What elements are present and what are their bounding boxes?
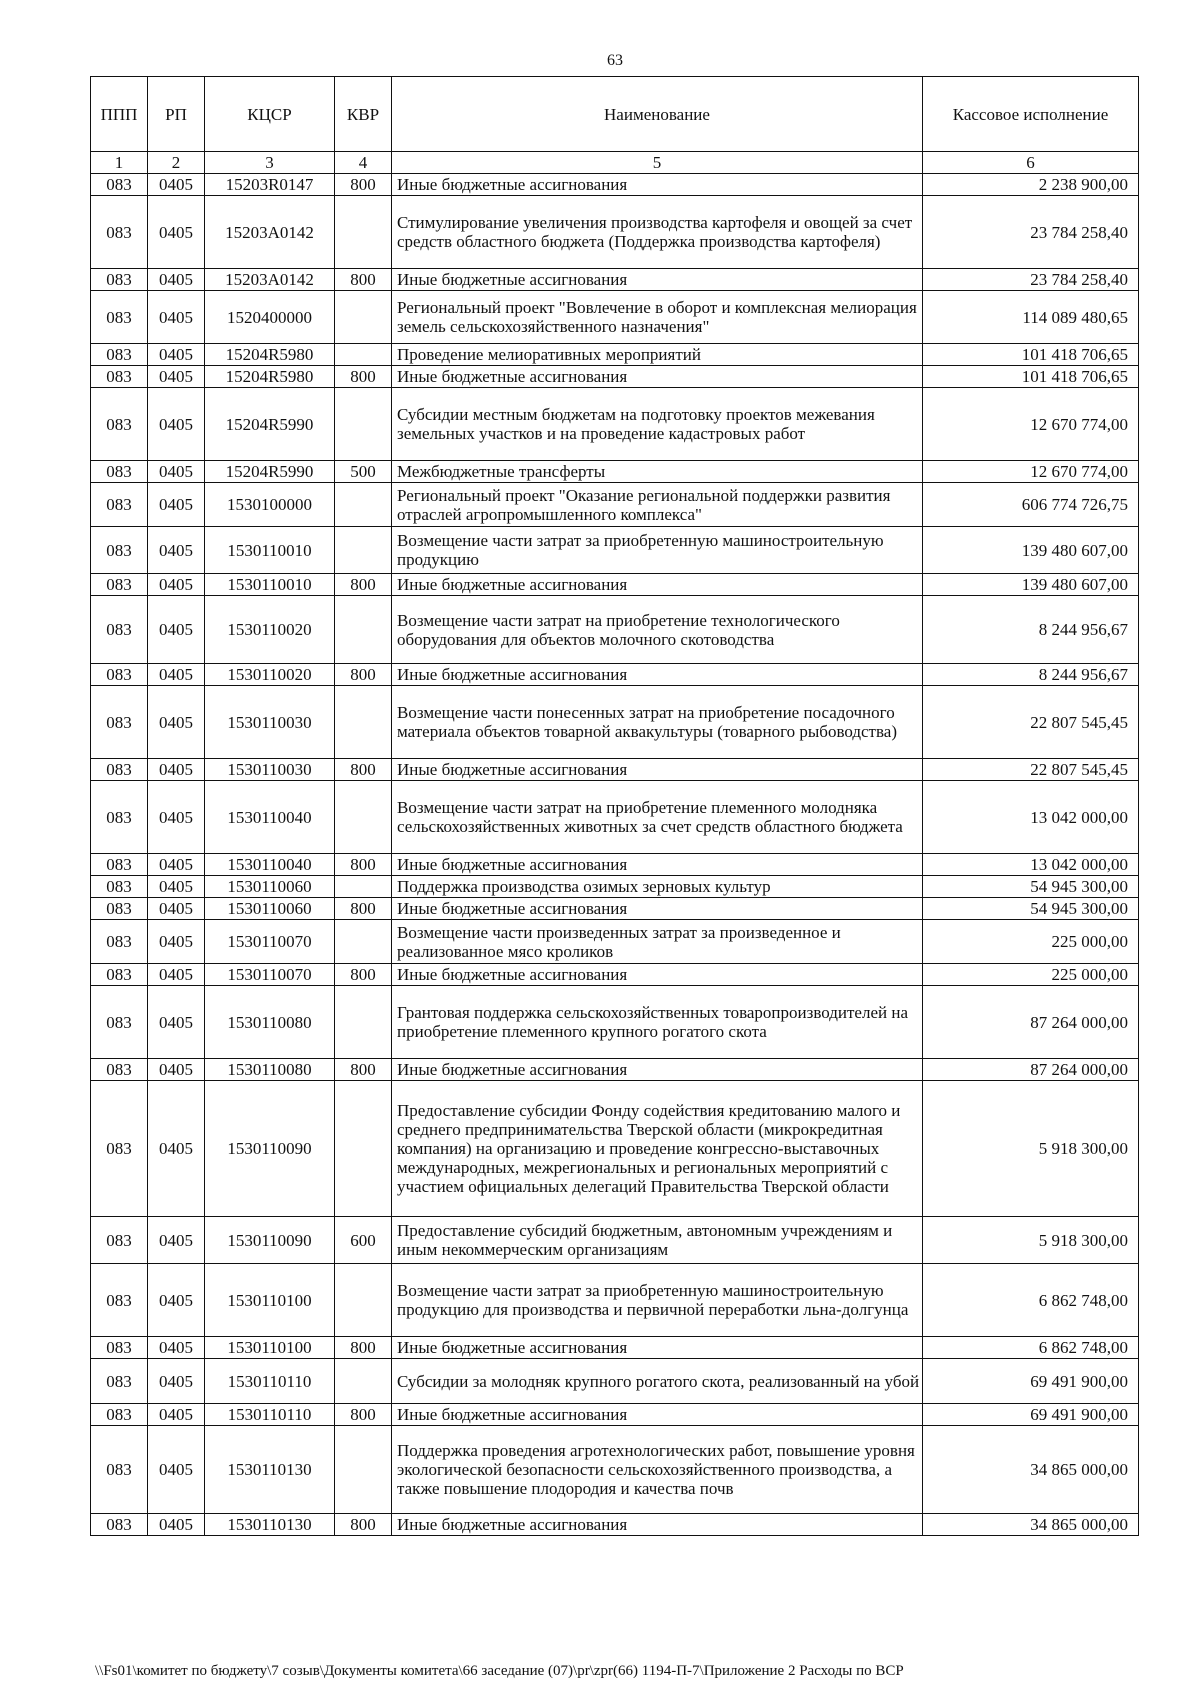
cell-ppp: 083 (91, 269, 148, 291)
cell-kcsr: 1530110100 (205, 1264, 335, 1337)
cell-amount: 5 918 300,00 (923, 1081, 1139, 1217)
cell-amount: 5 918 300,00 (923, 1217, 1139, 1264)
column-number: 2 (148, 152, 205, 174)
column-number-row (91, 152, 1139, 174)
cell-kcsr: 1530110070 (205, 920, 335, 964)
cell-kcsr: 15204R5990 (205, 461, 335, 483)
cell-kvr (335, 344, 392, 366)
cell-kvr (335, 291, 392, 344)
cell-kvr: 800 (335, 854, 392, 876)
cell-rp: 0405 (148, 920, 205, 964)
table-row (91, 876, 1139, 898)
table-row (91, 291, 1139, 344)
cell-kvr (335, 527, 392, 574)
header-kvr: КВР (335, 77, 392, 152)
cell-amount: 12 670 774,00 (923, 461, 1139, 483)
cell-kvr: 800 (335, 898, 392, 920)
cell-name: Иные бюджетные ассигнования (392, 1059, 923, 1081)
column-number: 5 (392, 152, 923, 174)
cell-kcsr: 1530110070 (205, 964, 335, 986)
table-row (91, 461, 1139, 483)
cell-kvr: 800 (335, 1514, 392, 1536)
cell-ppp: 083 (91, 854, 148, 876)
cell-ppp: 083 (91, 1404, 148, 1426)
cell-rp: 0405 (148, 388, 205, 461)
cell-kvr: 800 (335, 1404, 392, 1426)
cell-amount: 87 264 000,00 (923, 1059, 1139, 1081)
table-row (91, 527, 1139, 574)
table-row (91, 196, 1139, 269)
cell-rp: 0405 (148, 174, 205, 196)
cell-kcsr: 1530110090 (205, 1217, 335, 1264)
cell-ppp: 083 (91, 527, 148, 574)
cell-kcsr: 15204R5990 (205, 388, 335, 461)
cell-kcsr: 1530110060 (205, 876, 335, 898)
cell-amount: 139 480 607,00 (923, 574, 1139, 596)
header-rp: РП (148, 77, 205, 152)
cell-kvr: 800 (335, 366, 392, 388)
cell-rp: 0405 (148, 898, 205, 920)
table-row (91, 664, 1139, 686)
cell-ppp: 083 (91, 686, 148, 759)
cell-name: Возмещение части затрат на приобретение технологического оборудования для объектов молочного скотоводства (392, 596, 923, 664)
cell-ppp: 083 (91, 596, 148, 664)
cell-name: Возмещение части затрат на приобретение племенного молодняка сельскохозяйственных животных за счет средств областного бюджета (392, 781, 923, 854)
table-row (91, 1264, 1139, 1337)
table-row (91, 964, 1139, 986)
cell-rp: 0405 (148, 1217, 205, 1264)
cell-name: Иные бюджетные ассигнования (392, 574, 923, 596)
cell-name: Иные бюджетные ассигнования (392, 174, 923, 196)
cell-kvr (335, 781, 392, 854)
cell-name: Иные бюджетные ассигнования (392, 898, 923, 920)
cell-kvr (335, 1081, 392, 1217)
cell-ppp: 083 (91, 876, 148, 898)
cell-ppp: 083 (91, 1359, 148, 1404)
cell-name: Стимулирование увеличения производства картофеля и овощей за счет средств областного бюджета (Поддержка производства картофеля) (392, 196, 923, 269)
cell-rp: 0405 (148, 1426, 205, 1514)
cell-kcsr: 15204R5980 (205, 344, 335, 366)
cell-kvr: 800 (335, 759, 392, 781)
cell-name: Иные бюджетные ассигнования (392, 664, 923, 686)
cell-name: Возмещение части понесенных затрат на приобретение посадочного материала объектов товарной аквакультуры (товарного рыбоводства) (392, 686, 923, 759)
cell-name: Поддержка проведения агротехнологических работ, повышение уровня экологической безопасности сельскохозяйственного производства, а также повышение плодородия и качества почв (392, 1426, 923, 1514)
cell-rp: 0405 (148, 344, 205, 366)
cell-name: Иные бюджетные ассигнования (392, 1514, 923, 1536)
cell-amount: 114 089 480,65 (923, 291, 1139, 344)
cell-name: Иные бюджетные ассигнования (392, 759, 923, 781)
table-row (91, 898, 1139, 920)
cell-name: Межбюджетные трансферты (392, 461, 923, 483)
cell-name: Иные бюджетные ассигнования (392, 366, 923, 388)
cell-ppp: 083 (91, 1426, 148, 1514)
cell-amount: 22 807 545,45 (923, 759, 1139, 781)
cell-amount: 225 000,00 (923, 964, 1139, 986)
cell-amount: 54 945 300,00 (923, 876, 1139, 898)
cell-amount: 606 774 726,75 (923, 483, 1139, 527)
cell-kcsr: 1530110040 (205, 781, 335, 854)
cell-amount: 8 244 956,67 (923, 596, 1139, 664)
cell-kcsr: 15203A0142 (205, 269, 335, 291)
header-amount: Кассовое исполнение (923, 77, 1139, 152)
cell-rp: 0405 (148, 461, 205, 483)
cell-kvr (335, 1359, 392, 1404)
cell-amount: 23 784 258,40 (923, 196, 1139, 269)
header-kcsr: КЦСР (205, 77, 335, 152)
cell-name: Иные бюджетные ассигнования (392, 854, 923, 876)
cell-ppp: 083 (91, 898, 148, 920)
table-row (91, 574, 1139, 596)
cell-ppp: 083 (91, 196, 148, 269)
cell-amount: 101 418 706,65 (923, 366, 1139, 388)
cell-amount: 87 264 000,00 (923, 986, 1139, 1059)
cell-rp: 0405 (148, 574, 205, 596)
cell-kvr: 600 (335, 1217, 392, 1264)
cell-name: Иные бюджетные ассигнования (392, 269, 923, 291)
cell-name: Иные бюджетные ассигнования (392, 1404, 923, 1426)
cell-ppp: 083 (91, 781, 148, 854)
table-row (91, 854, 1139, 876)
cell-rp: 0405 (148, 527, 205, 574)
cell-kvr: 800 (335, 1059, 392, 1081)
table-row (91, 1059, 1139, 1081)
cell-name: Региональный проект "Оказание региональной поддержки развития отраслей агропромышленного комплекса" (392, 483, 923, 527)
cell-ppp: 083 (91, 1264, 148, 1337)
cell-kcsr: 1530110080 (205, 986, 335, 1059)
cell-kcsr: 1530110020 (205, 596, 335, 664)
cell-kcsr: 1520400000 (205, 291, 335, 344)
table-row (91, 986, 1139, 1059)
cell-rp: 0405 (148, 854, 205, 876)
cell-kvr (335, 388, 392, 461)
cell-rp: 0405 (148, 759, 205, 781)
table-row (91, 269, 1139, 291)
cell-name: Возмещение части произведенных затрат за произведенное и реализованное мясо кроликов (392, 920, 923, 964)
cell-kvr: 800 (335, 269, 392, 291)
cell-rp: 0405 (148, 986, 205, 1059)
cell-amount: 6 862 748,00 (923, 1337, 1139, 1359)
table-row (91, 344, 1139, 366)
table-row (91, 1514, 1139, 1536)
cell-rp: 0405 (148, 1059, 205, 1081)
cell-ppp: 083 (91, 483, 148, 527)
table-row (91, 686, 1139, 759)
cell-ppp: 083 (91, 759, 148, 781)
cell-ppp: 083 (91, 1081, 148, 1217)
table-row (91, 1404, 1139, 1426)
cell-kvr: 800 (335, 574, 392, 596)
table-row (91, 596, 1139, 664)
cell-kvr: 800 (335, 174, 392, 196)
cell-kcsr: 1530110030 (205, 759, 335, 781)
cell-kcsr: 1530110090 (205, 1081, 335, 1217)
cell-amount: 34 865 000,00 (923, 1426, 1139, 1514)
cell-name: Региональный проект "Вовлечение в оборот и комплексная мелиорация земель сельскохозяйственного назначения" (392, 291, 923, 344)
cell-amount: 54 945 300,00 (923, 898, 1139, 920)
cell-ppp: 083 (91, 1059, 148, 1081)
cell-rp: 0405 (148, 1404, 205, 1426)
cell-rp: 0405 (148, 964, 205, 986)
table-row (91, 1426, 1139, 1514)
cell-kvr (335, 483, 392, 527)
cell-ppp: 083 (91, 388, 148, 461)
cell-name: Предоставление субсидии Фонду содействия кредитованию малого и среднего предпринимательства Тверской области (микрокредитная компания) на организацию и проведение конгрессно-выставочных международных, межрегиональных и региональных мероприятий с участием официальных делегаций Правительства Тверской области (392, 1081, 923, 1217)
cell-amount: 69 491 900,00 (923, 1404, 1139, 1426)
cell-rp: 0405 (148, 196, 205, 269)
cell-name: Иные бюджетные ассигнования (392, 1337, 923, 1359)
cell-kvr (335, 920, 392, 964)
table-row (91, 388, 1139, 461)
cell-rp: 0405 (148, 269, 205, 291)
budget-table (90, 76, 1139, 1536)
cell-kcsr: 1530110040 (205, 854, 335, 876)
cell-rp: 0405 (148, 366, 205, 388)
column-number: 6 (923, 152, 1139, 174)
cell-kcsr: 1530110010 (205, 527, 335, 574)
cell-kcsr: 1530110130 (205, 1426, 335, 1514)
table-row (91, 1217, 1139, 1264)
table-row (91, 920, 1139, 964)
header-ppp: ППП (91, 77, 148, 152)
column-number: 4 (335, 152, 392, 174)
cell-ppp: 083 (91, 1514, 148, 1536)
cell-amount: 8 244 956,67 (923, 664, 1139, 686)
cell-name: Грантовая поддержка сельскохозяйственных товаропроизводителей на приобретение племенного крупного рогатого скота (392, 986, 923, 1059)
cell-kvr (335, 1426, 392, 1514)
table-row (91, 781, 1139, 854)
cell-rp: 0405 (148, 876, 205, 898)
cell-name: Иные бюджетные ассигнования (392, 964, 923, 986)
column-number: 3 (205, 152, 335, 174)
table-row (91, 174, 1139, 196)
cell-kvr (335, 986, 392, 1059)
table-body (91, 174, 1139, 1536)
cell-ppp: 083 (91, 1337, 148, 1359)
cell-kvr (335, 1264, 392, 1337)
header-name: Наименование (392, 77, 923, 152)
cell-kcsr: 1530100000 (205, 483, 335, 527)
cell-ppp: 083 (91, 1217, 148, 1264)
table-row (91, 1359, 1139, 1404)
cell-amount: 2 238 900,00 (923, 174, 1139, 196)
cell-kcsr: 1530110060 (205, 898, 335, 920)
cell-rp: 0405 (148, 664, 205, 686)
column-number: 1 (91, 152, 148, 174)
cell-name: Субсидии за молодняк крупного рогатого скота, реализованный на убой (392, 1359, 923, 1404)
cell-name: Возмещение части затрат за приобретенную машиностроительную продукцию (392, 527, 923, 574)
cell-kcsr: 15204R5980 (205, 366, 335, 388)
cell-ppp: 083 (91, 461, 148, 483)
cell-kcsr: 15203R0147 (205, 174, 335, 196)
cell-kvr (335, 596, 392, 664)
cell-ppp: 083 (91, 291, 148, 344)
cell-kcsr: 15203A0142 (205, 196, 335, 269)
page-number: 63 (607, 52, 623, 69)
cell-kvr: 800 (335, 1337, 392, 1359)
cell-kvr: 500 (335, 461, 392, 483)
cell-amount: 22 807 545,45 (923, 686, 1139, 759)
cell-kcsr: 1530110110 (205, 1359, 335, 1404)
table-row (91, 366, 1139, 388)
cell-rp: 0405 (148, 1264, 205, 1337)
cell-rp: 0405 (148, 1514, 205, 1536)
footer-file-path: \\Fs01\комитет по бюджету\7 созыв\Документы комитета\66 заседание (07)\pr\zpr(66) 1194-П-7\Приложение 2 Расходы по ВСР (95, 1663, 904, 1679)
cell-amount: 13 042 000,00 (923, 781, 1139, 854)
cell-kcsr: 1530110010 (205, 574, 335, 596)
cell-rp: 0405 (148, 1359, 205, 1404)
cell-ppp: 083 (91, 986, 148, 1059)
cell-rp: 0405 (148, 1337, 205, 1359)
cell-kcsr: 1530110030 (205, 686, 335, 759)
cell-kvr (335, 686, 392, 759)
cell-kvr (335, 876, 392, 898)
cell-amount: 13 042 000,00 (923, 854, 1139, 876)
cell-ppp: 083 (91, 664, 148, 686)
table-header-row (91, 77, 1139, 152)
cell-kvr (335, 196, 392, 269)
cell-rp: 0405 (148, 291, 205, 344)
cell-ppp: 083 (91, 964, 148, 986)
cell-kvr: 800 (335, 664, 392, 686)
cell-amount: 12 670 774,00 (923, 388, 1139, 461)
table-row (91, 759, 1139, 781)
cell-kcsr: 1530110020 (205, 664, 335, 686)
cell-name: Проведение мелиоративных мероприятий (392, 344, 923, 366)
cell-ppp: 083 (91, 920, 148, 964)
cell-amount: 101 418 706,65 (923, 344, 1139, 366)
cell-kvr: 800 (335, 964, 392, 986)
table-row (91, 1081, 1139, 1217)
table-row (91, 1337, 1139, 1359)
cell-amount: 139 480 607,00 (923, 527, 1139, 574)
cell-kcsr: 1530110080 (205, 1059, 335, 1081)
cell-ppp: 083 (91, 344, 148, 366)
cell-name: Возмещение части затрат за приобретенную машиностроительную продукцию для производства и первичной переработки льна-долгунца (392, 1264, 923, 1337)
cell-name: Поддержка производства озимых зерновых культур (392, 876, 923, 898)
cell-name: Субсидии местным бюджетам на подготовку проектов межевания земельных участков и на проведение кадастровых работ (392, 388, 923, 461)
cell-kcsr: 1530110110 (205, 1404, 335, 1426)
cell-kcsr: 1530110130 (205, 1514, 335, 1536)
cell-ppp: 083 (91, 174, 148, 196)
cell-amount: 69 491 900,00 (923, 1359, 1139, 1404)
table-row (91, 483, 1139, 527)
cell-ppp: 083 (91, 366, 148, 388)
cell-rp: 0405 (148, 483, 205, 527)
cell-rp: 0405 (148, 781, 205, 854)
cell-amount: 225 000,00 (923, 920, 1139, 964)
cell-rp: 0405 (148, 686, 205, 759)
cell-ppp: 083 (91, 574, 148, 596)
cell-kcsr: 1530110100 (205, 1337, 335, 1359)
cell-amount: 23 784 258,40 (923, 269, 1139, 291)
cell-rp: 0405 (148, 1081, 205, 1217)
cell-rp: 0405 (148, 596, 205, 664)
cell-amount: 6 862 748,00 (923, 1264, 1139, 1337)
cell-name: Предоставление субсидий бюджетным, автономным учреждениям и иным некоммерческим организациям (392, 1217, 923, 1264)
cell-amount: 34 865 000,00 (923, 1514, 1139, 1536)
